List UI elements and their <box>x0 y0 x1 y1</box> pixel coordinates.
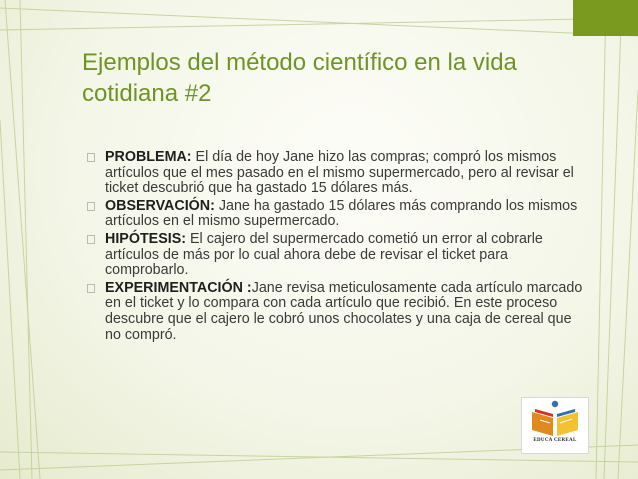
bullet-text: Jane ha gastado 15 dólares más comprando los mismos artículos en el mismo supermercado. <box>105 197 578 230</box>
bullet-experimentacion <box>87 281 587 343</box>
bullet-list <box>87 150 587 343</box>
corner-accent-box <box>573 0 638 36</box>
bullet-term: EXPERIMENTACIÓN : <box>105 279 252 296</box>
bullet-text: El cajero del supermercado cometió un error al cobrarle artículos de más por lo cual ahora debe de revisar el ticket para comprobarlo. <box>105 230 543 279</box>
bullet-term: HIPÓTESIS: <box>105 230 187 247</box>
logo-label: EDUCA CEREAL <box>533 438 577 443</box>
bullet-text: El día de hoy Jane hizo las compras; compró los mismos artículos que el mes pasado en el mismo supermercado, pero al revisar el ticket descubrió que ha gastado 15 dólares más. <box>105 149 574 197</box>
bullet-box-icon <box>87 235 95 244</box>
bullet-box-icon <box>87 153 95 162</box>
bullet-observacion <box>87 199 587 230</box>
bullet-problema <box>87 150 587 197</box>
bullet-term: OBSERVACIÓN: <box>105 197 215 214</box>
bullet-box-icon <box>87 284 95 293</box>
bullet-text: Jane revisa meticulosamente cada artículo marcado en el ticket y lo compara con cada artículo que recibió. En este proceso descubre que el cajero le cobró unos chocolates y una caja de cereal que no compró. <box>105 279 583 343</box>
educa-cereal-logo <box>521 397 589 454</box>
bullet-box-icon <box>87 202 95 211</box>
slide-title: Ejemplos del método científico en la vida cotidiana #2 <box>82 49 517 107</box>
bullet-hipotesis <box>87 232 587 279</box>
logo-mark-icon <box>522 398 588 440</box>
bullet-term: PROBLEMA: <box>105 149 192 165</box>
